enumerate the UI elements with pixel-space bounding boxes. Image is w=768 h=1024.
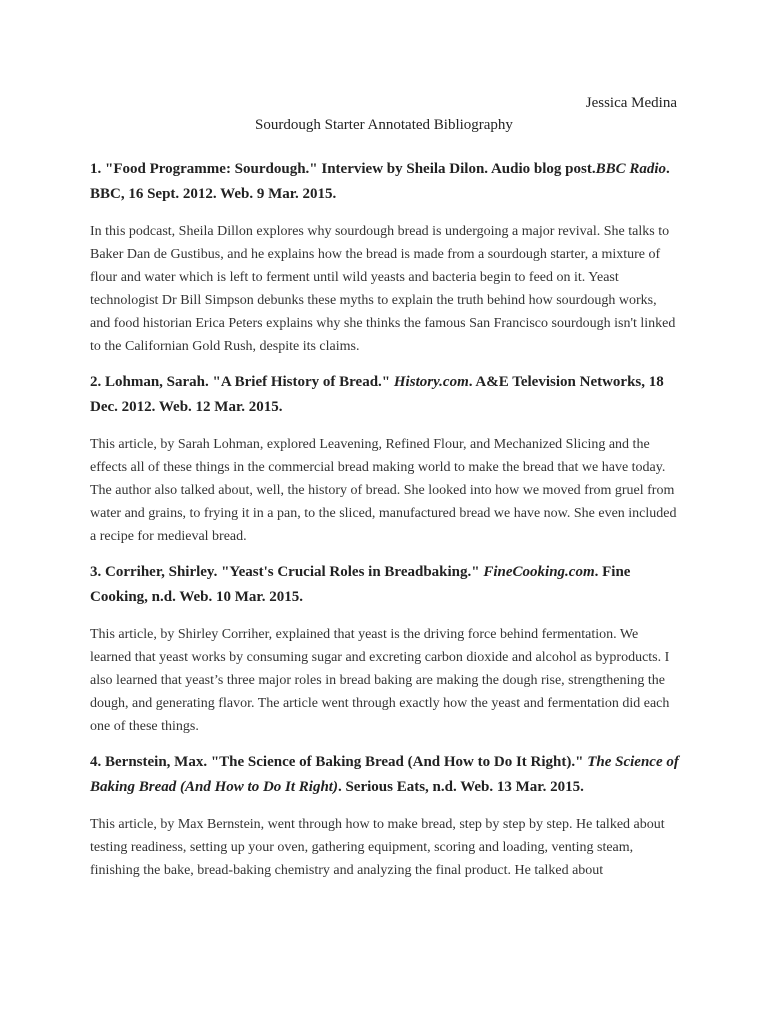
author-name: Jessica Medina [585, 95, 677, 111]
bibliography-entry [90, 560, 680, 738]
document-title: Sourdough Starter Annotated Bibliography [255, 117, 513, 133]
annotation-paragraph: In this podcast, Sheila Dillon explores why sourdough bread is undergoing a major revival. She talks to Baker Dan de Gustibus, and he explains how the bread is made from a sourdough starter, a mixture of flour and water which is left to ferment until wild yeasts and bacteria begin to feed on it. Yeast technologist Dr Bill Simpson debunks these myths to explain the truth behind how sourdough works, and food historian Erica Peters explains why she thinks the famous San Francisco sourdough isn't linked to the Californian Gold Rush, despite its claims. [90, 224, 676, 354]
citation [90, 157, 680, 207]
bibliography-entry [90, 157, 680, 358]
citation-publication-info: . A&E Television Networks, 18 Dec. 2012. Web. 12 Mar. 2015. [90, 374, 664, 415]
bibliography-entries [90, 157, 680, 894]
citation-publication-info: . Serious Eats, n.d. Web. 13 Mar. 2015. [337, 779, 584, 795]
citation [90, 370, 680, 420]
citation-text: 1. "Food Programme: Sourdough." Interview by Sheila Dilon. Audio blog post. [90, 161, 596, 177]
citation-source-title: BBC Radio [595, 161, 667, 177]
citation-source-title: FineCooking.com [483, 564, 595, 580]
citation-source-title: The Science of Baking Bread (And How to Do It Right) [90, 754, 679, 795]
citation-publication-info: . Fine Cooking, n.d. Web. 10 Mar. 2015. [90, 564, 631, 605]
annotation-paragraph: This article, by Max Bernstein, went through how to make bread, step by step by step. He talked about testing readiness, setting up your oven, gathering equipment, scoring and loading, venting steam, finishing the bake, bread-baking chemistry and analyzing the final product. He talked about [90, 817, 665, 878]
bibliography-entry [90, 750, 680, 882]
citation-source-title: History.com [393, 374, 469, 390]
annotation-paragraph: This article, by Sarah Lohman, explored Leavening, Refined Flour, and Mechanized Slicing and the effects all of these things in the commercial bread making world to make the bread that we have today. The author also talked about, well, the history of bread. She looked into how we moved from gruel from water and grains, to frying it in a pan, to the sliced, manufactured bread we have now. She even included a recipe for medieval bread. [90, 437, 677, 544]
citation [90, 560, 680, 610]
bibliography-entry [90, 370, 680, 548]
citation-text: 2. Lohman, Sarah. "A Brief History of Bread." [90, 374, 394, 390]
citation-text: 3. Corriher, Shirley. "Yeast's Crucial Roles in Breadbaking." [90, 564, 484, 580]
citation [90, 750, 680, 800]
annotation-paragraph: This article, by Shirley Corriher, explained that yeast is the driving force behind fermentation. We learned that yeast works by consuming sugar and excreting carbon dioxide and alcohol as byproducts. I also learned that yeast’s three major roles in bread baking are making the dough rise, strengthening the dough, and generating flavor. The article went through exactly how the yeast and fermentation did each one of these things. [90, 627, 670, 734]
citation-publication-info: . BBC, 16 Sept. 2012. Web. 9 Mar. 2015. [90, 161, 670, 202]
citation-text: 4. Bernstein, Max. "The Science of Baking Bread (And How to Do It Right)." [90, 754, 588, 770]
